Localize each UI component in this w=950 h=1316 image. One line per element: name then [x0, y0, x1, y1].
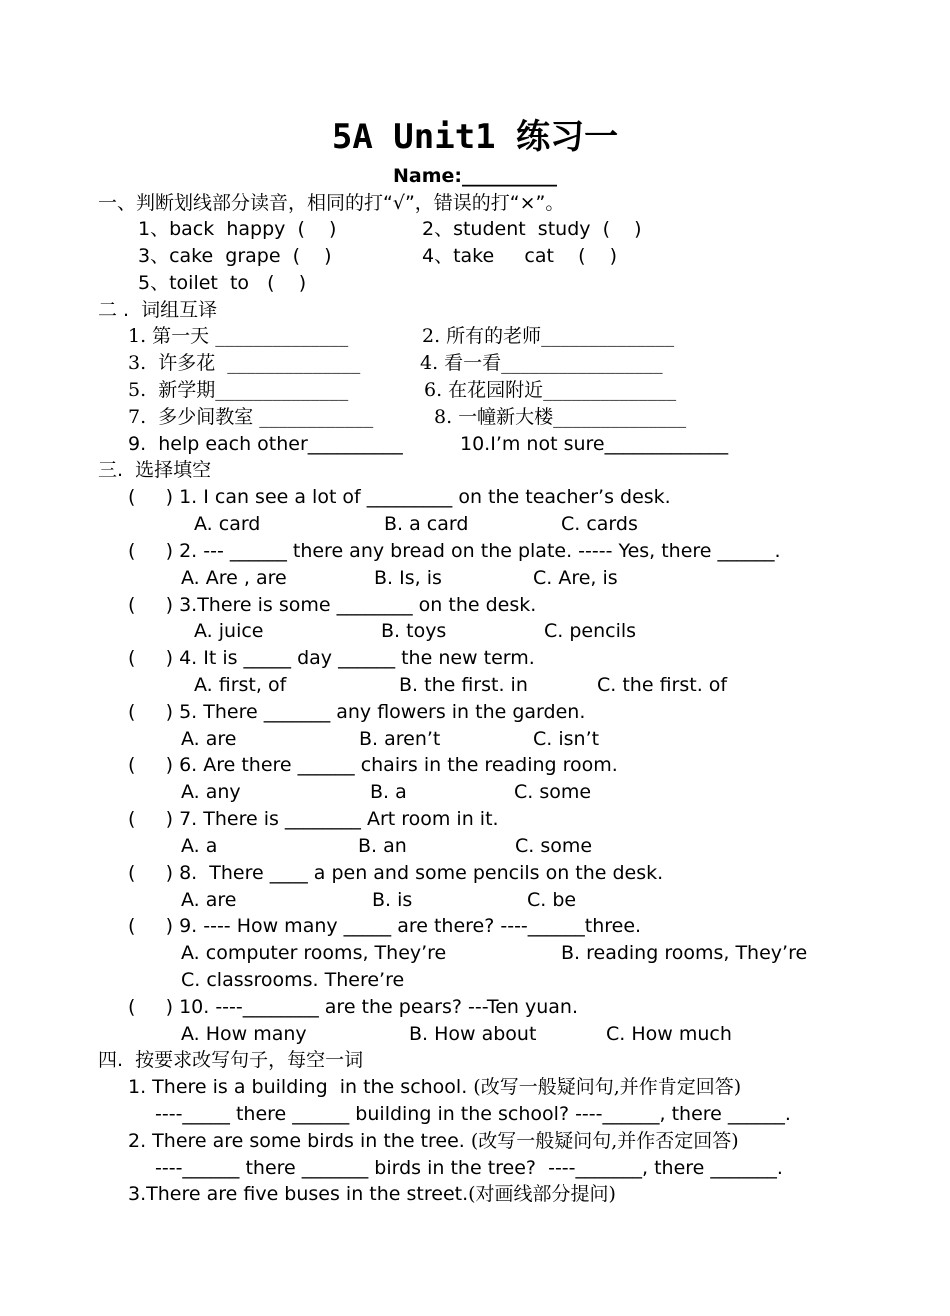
q5-option-a: A. are — [181, 728, 237, 750]
s4-item-1 — [128, 1074, 741, 1100]
q9-option-b: B. reading rooms, They’re — [561, 942, 808, 964]
q2-option-b: B. Is, is — [374, 567, 442, 589]
s4-item-2 — [128, 1128, 739, 1154]
s1-item-5: 5、toilet to ( ) — [138, 272, 307, 294]
q6-option-c: C. some — [514, 781, 592, 803]
s2-item-2: 2. 所有的老师______________ — [422, 325, 675, 347]
q5-option-c: C. isn’t — [533, 728, 600, 750]
q9-option-c: C. classrooms. There’re — [181, 969, 405, 991]
s4-item-2-sentence: 2. There are some birds in the tree. — [128, 1130, 471, 1152]
s2-item-7: 7. 多少间教室 ____________ — [128, 406, 374, 428]
q1-option-c: C. cards — [561, 513, 638, 535]
q1-stem: ( ) 1. I can see a lot of _________ on the teacher’s desk. — [128, 486, 671, 508]
q4-option-a: A. first, of — [194, 674, 287, 696]
s4-item-3-sentence: 3.There are five buses in the street. — [128, 1183, 469, 1205]
s2-item-1: 1. 第一天 ______________ — [128, 325, 349, 347]
s4-item-1-note: (改写一般疑问句,并作肯定回答) — [473, 1076, 742, 1098]
s1-item-4: 4、take cat ( ) — [422, 245, 618, 267]
q10-stem: ( ) 10. ----________ are the pears? ---Ten yuan. — [128, 996, 578, 1018]
s2-item-6: 6. 在花园附近______________ — [424, 379, 677, 401]
q9-stem: ( ) 9. ---- How many _____ are there? ----______three. — [128, 915, 642, 937]
s4-item-1-sentence: 1. There is a building in the school. — [128, 1076, 474, 1098]
q3-option-b: B. toys — [381, 620, 447, 642]
s4-item-3 — [128, 1181, 616, 1207]
q4-option-c: C. the first. of — [597, 674, 728, 696]
q8-option-c: C. be — [527, 889, 577, 911]
q5-stem: ( ) 5. There _______ any flowers in the garden. — [128, 701, 586, 723]
s1-item-2: 2、student study ( ) — [422, 218, 642, 240]
q7-option-c: C. some — [515, 835, 593, 857]
q2-stem: ( ) 2. --- ______ there any bread on the plate. ----- Yes, there ______. — [128, 540, 781, 562]
s2-item-9: 9. help each other__________ — [128, 433, 403, 455]
q2-option-a: A. Are , are — [181, 567, 287, 589]
q3-stem: ( ) 3.There is some ________ on the desk. — [128, 594, 537, 616]
q1-option-a: A. card — [194, 513, 261, 535]
q10-option-a: A. How many — [181, 1023, 307, 1045]
q6-stem: ( ) 6. Are there ______ chairs in the reading room. — [128, 754, 618, 776]
section4-heading: 四. 按要求改写句子，每空一词 — [98, 1049, 364, 1071]
q7-option-b: B. an — [358, 835, 407, 857]
q4-stem: ( ) 4. It is _____ day ______ the new term. — [128, 647, 535, 669]
q8-option-b: B. is — [372, 889, 413, 911]
q9-option-a: A. computer rooms, They’re — [181, 942, 447, 964]
q10-option-b: B. How about — [409, 1023, 537, 1045]
q10-option-c: C. How much — [606, 1023, 732, 1045]
q4-option-b: B. the first. in — [399, 674, 528, 696]
q8-stem: ( ) 8. There ____ a pen and some pencils on the desk. — [128, 862, 664, 884]
s2-item-4: 4. 看一看_________________ — [420, 352, 663, 374]
s4-item-2-note: (改写一般疑问句,并作否定回答) — [470, 1130, 739, 1152]
q5-option-b: B. aren’t — [359, 728, 441, 750]
s2-item-3: 3. 许多花 ______________ — [128, 352, 361, 374]
s4-item-2-answer: ----______ there _______ birds in the tree? ----_______, there _______. — [155, 1157, 783, 1179]
section2-heading: 二 . 词组互译 — [98, 299, 218, 321]
s4-item-3-note: (对画线部分提问) — [468, 1183, 616, 1205]
q2-option-c: C. Are, is — [533, 567, 618, 589]
s2-item-10: 10.I’m not sure_____________ — [460, 433, 729, 455]
s1-item-3: 3、cake grape ( ) — [138, 245, 332, 267]
s2-item-8: 8. 一幢新大楼______________ — [434, 406, 687, 428]
q3-option-a: A. juice — [194, 620, 264, 642]
worksheet-title: 5A Unit1 练习一 — [331, 117, 619, 157]
q1-option-b: B. a card — [384, 513, 469, 535]
s2-item-5: 5. 新学期______________ — [128, 379, 349, 401]
q6-option-a: A. any — [181, 781, 241, 803]
section1-heading: 一、判断划线部分读音，相同的打“√”，错误的打“×”。 — [98, 192, 565, 214]
s1-item-1: 1、back happy ( ) — [138, 218, 337, 240]
q7-option-a: A. a — [181, 835, 218, 857]
q6-option-b: B. a — [370, 781, 407, 803]
name-field: Name:__________ — [392, 165, 557, 187]
q3-option-c: C. pencils — [544, 620, 637, 642]
s4-item-1-answer: ----_____ there ______ building in the school? ----______, there ______. — [155, 1103, 791, 1125]
section3-heading: 三. 选择填空 — [98, 459, 212, 481]
q7-stem: ( ) 7. There is ________ Art room in it. — [128, 808, 499, 830]
q8-option-a: A. are — [181, 889, 237, 911]
